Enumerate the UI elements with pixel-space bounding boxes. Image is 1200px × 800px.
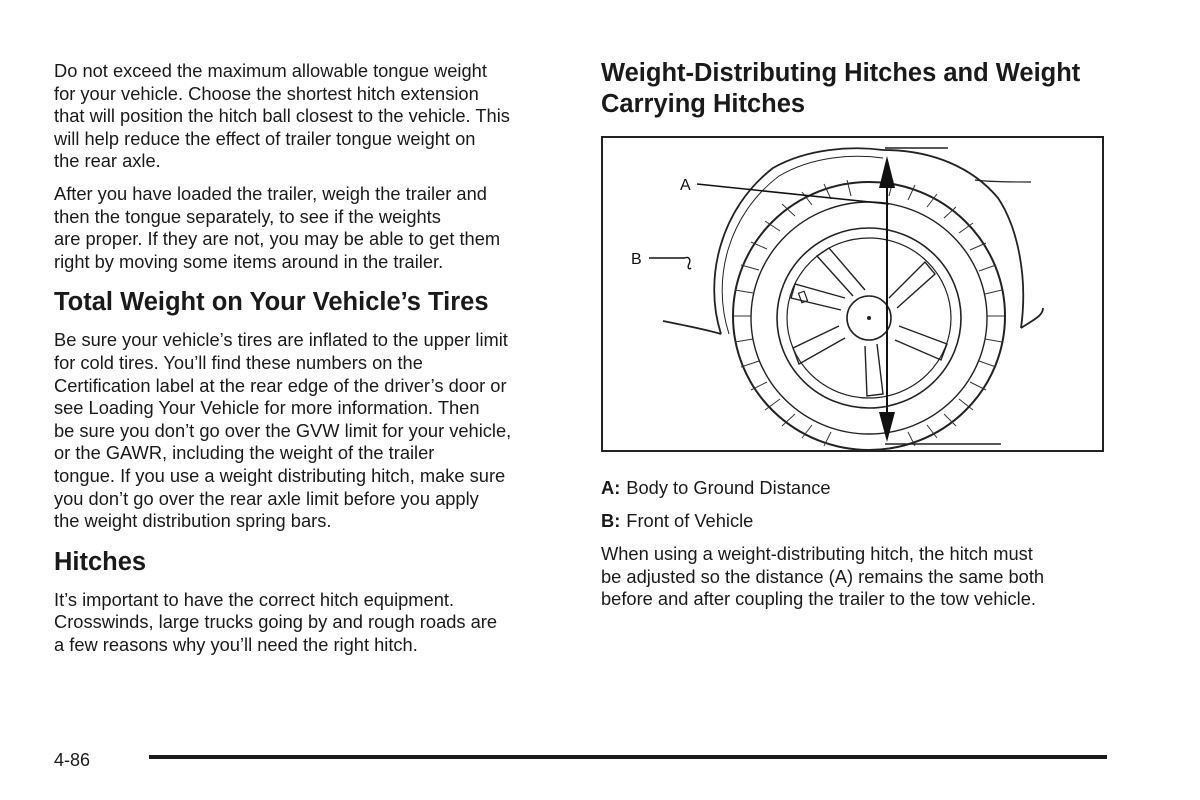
weight-distributing-heading: Weight-Distributing Hitches and Weight Carrying Hitches <box>601 59 1081 118</box>
tires-heading: Total Weight on Your Vehicle’s Tires <box>54 288 489 317</box>
legend-item-b <box>601 510 1111 532</box>
hitches-heading: Hitches <box>54 547 147 576</box>
weigh-trailer-paragraph: After you have loaded the trailer, weigh the trailer and then the tongue separately, to see if the weights are proper. If they are not, you may be able to get them right by moving some items around in the trailer. <box>54 182 501 272</box>
arrow-down-icon <box>879 412 895 442</box>
page-number: 4-86 <box>54 750 91 770</box>
fender-arch <box>714 148 883 334</box>
legend-item-a <box>601 477 1111 499</box>
right-column <box>601 58 1111 621</box>
wheel-illustration <box>603 138 1106 454</box>
left-column <box>54 60 566 666</box>
legend-key-b: B: <box>601 510 621 531</box>
legend-key-a: A: <box>601 477 621 498</box>
legend-text-b: Front of Vehicle <box>626 510 754 531</box>
hitches-paragraph: It’s important to have the correct hitch equipment. Crosswinds, large trucks going by and rough roads are a few reasons why you’ll need the right hitch. <box>54 588 498 655</box>
wheel-spokes <box>791 248 947 396</box>
footer-rule <box>149 755 1107 759</box>
label-b: B <box>631 251 642 268</box>
label-a-leader <box>697 184 889 204</box>
label-a: A <box>680 177 691 194</box>
arrow-up-icon <box>879 156 895 188</box>
wheel-diagram <box>601 136 1104 452</box>
legend-text-a: Body to Ground Distance <box>626 477 831 498</box>
tongue-weight-paragraph: Do not exceed the maximum allowable tongue weight for your vehicle. Choose the shortest hitch extension that will position the hitch ball closest to the vehicle. This will help reduce the effect of trailer tongue weight on the rear axle. <box>54 60 510 172</box>
tires-paragraph: Be sure your vehicle’s tires are inflated to the upper limit for cold tires. You’ll find these numbers on the Certification label at the rear edge of the driver’s door or see Loading Your Vehicle for more information. Then be sure you don’t go over the GVW limit for your vehicle, or the GAWR, including the weight of the trailer tongue. If you use a weight distributing hitch, make sure you don’t go over the rear axle limit before you apply the weight distribution spring bars. <box>54 329 512 532</box>
hitch-adjustment-paragraph: When using a weight-distributing hitch, the hitch must be adjusted so the distance (A) remains the same both before and after coupling the trailer to the tow vehicle. <box>601 543 1045 610</box>
